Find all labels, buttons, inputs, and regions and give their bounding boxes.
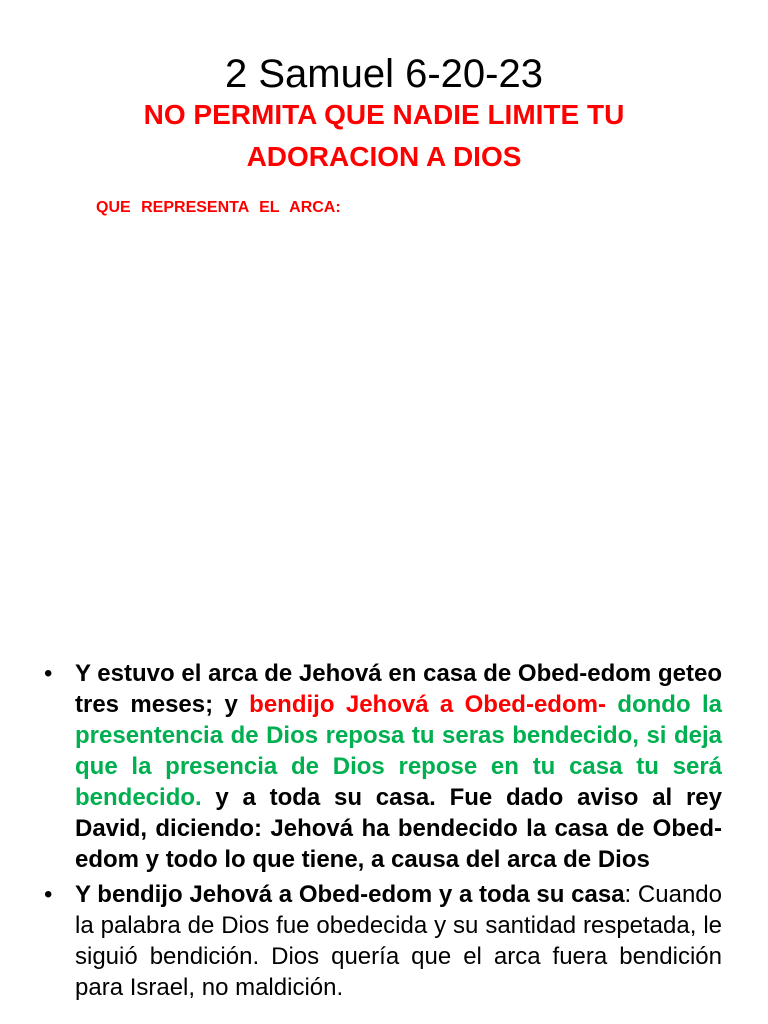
bullet-item-1 xyxy=(42,658,722,875)
question-label: QUE REPRESENTA EL ARCA: xyxy=(96,199,341,216)
bullet-2-text: : Cuando la palabra de Dios fue obedecida y su santidad respetada, le siguió bendición. Dios quería que el arca fuera bendición para Israel, no maldición. xyxy=(75,881,723,1001)
slide-subtitle: NO PERMITA QUE NADIE LIMITE TU ADORACION A DIOS xyxy=(143,99,625,172)
bullet-item-2 xyxy=(42,879,722,1003)
slide-title: 2 Samuel 6-20-23 xyxy=(225,52,543,96)
bullet-1-text-green: dondo la presentencia de Dios reposa tu seras bendecido, si deja que la presencia de Dios repose en tu casa tu será bendecido. xyxy=(75,691,722,811)
bullet-1-text-red: bendijo Jehová a Obed-edom- xyxy=(249,691,606,718)
bullet-1-text-bold: Y estuvo el arca de Jehová en casa de Obed-edom geteo tres meses; y xyxy=(75,660,722,718)
bullet-2-text-bold: Y bendijo Jehová a Obed-edom y a toda su casa xyxy=(75,881,625,908)
bullet-list xyxy=(42,658,722,1007)
bullet-1-text-bold-end: y a toda su casa. Fue dado aviso al rey David, diciendo: Jehová ha bendecido la casa de Obed-edom y todo lo que tiene, a causa del arca de Dios xyxy=(75,784,722,873)
